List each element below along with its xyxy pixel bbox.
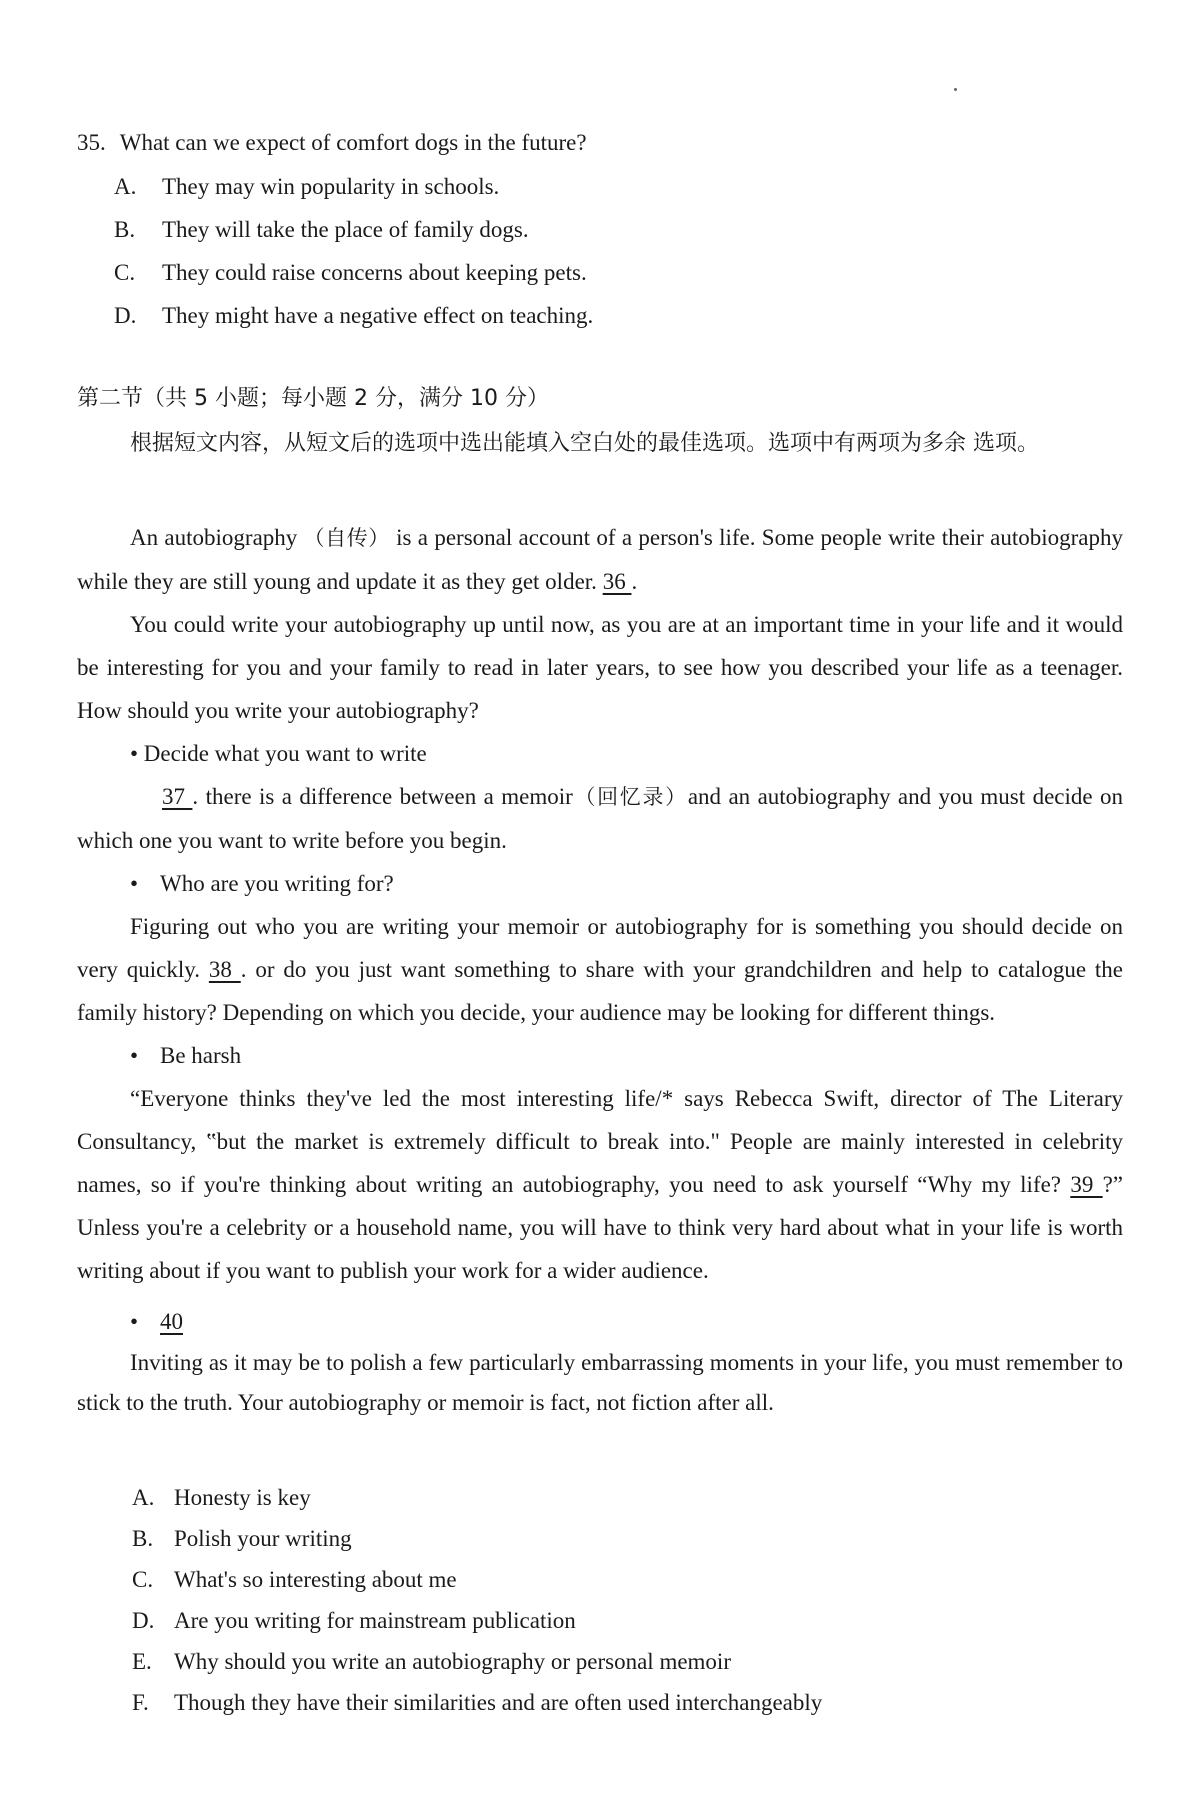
choice-text: Honesty is key — [174, 1485, 311, 1510]
choice-letter: B. — [132, 1526, 154, 1551]
option-letter: B. — [114, 217, 136, 242]
text-run: is a personal account of a person's life. Some people write their autobiography while they are still young and update it as they get older. — [77, 525, 1124, 594]
choice-e — [132, 1647, 822, 1688]
choice-f — [132, 1688, 822, 1729]
reading-passage — [77, 516, 1123, 1423]
option-d — [114, 301, 593, 344]
option-text: They could raise concerns about keeping pets. — [162, 260, 587, 285]
bullet-text: Who are you writing for? — [160, 871, 394, 896]
question-number: 35. — [77, 130, 106, 155]
bullet-icon: • — [130, 871, 139, 896]
bullet-text: Be harsh — [160, 1043, 242, 1068]
choice-letter: D. — [132, 1608, 155, 1633]
blank-38: 38 — [208, 957, 241, 982]
bullet-heading-2 — [77, 862, 1123, 905]
choice-text: Polish your writing — [174, 1526, 352, 1551]
text-run: and an autobiography and you must decide on which one you want to write before you begin. — [77, 784, 1123, 853]
choice-letter: F. — [132, 1690, 149, 1715]
choice-text: What's so interesting about me — [174, 1567, 457, 1592]
choice-letter: C. — [132, 1567, 154, 1592]
option-text: They might have a negative effect on teaching. — [162, 303, 594, 328]
section-instruction: 根据短文内容，从短文后的选项中选出能填入空白处的最佳选项。选项中有两项为多余 选项。 — [130, 431, 1039, 456]
paragraph-5 — [77, 1077, 1123, 1292]
blank-36: 36 — [602, 569, 632, 594]
blank-39: 39 — [1070, 1172, 1103, 1197]
section-title: 第二节（共 5 小题；每小题 2 分，满分 10 分） — [77, 386, 549, 411]
choice-text: Are you writing for mainstream publication — [174, 1608, 576, 1633]
choice-b — [132, 1524, 822, 1565]
option-b — [114, 215, 593, 258]
option-letter: A. — [114, 174, 137, 199]
choice-text: Though they have their similarities and are often used interchangeably — [174, 1690, 823, 1715]
choice-text: Why should you write an autobiography or personal memoir — [174, 1649, 731, 1674]
paragraph-1 — [77, 516, 1123, 603]
blank-40: 40 — [160, 1309, 183, 1334]
option-text: They may win popularity in schools. — [162, 174, 500, 199]
option-letter: D. — [114, 303, 137, 328]
chinese-gloss: （回忆录） — [572, 785, 688, 809]
text-run: . — [631, 569, 638, 594]
text-run: Figuring out who you are writing your memoir or autobiography for is something you should decide on very quickly. — [77, 914, 1123, 982]
text-run: . or do you just want something to share with your grandchildren and help to catalogue the family history? Depending on which you decide, your audience may be looking for different things. — [77, 957, 1124, 1025]
choice-letter: A. — [132, 1485, 155, 1510]
choice-letter: E. — [132, 1649, 152, 1674]
text-run: “Everyone thinks they've led the most interesting life/* says Rebecca Swift, director of The Literary Consultancy, ‟but the market is extremely difficult to break into." People are mainly interested in celebrity names, so if you're thinking about writing an autobiography, you need to ask yourself “Why my life? — [77, 1086, 1123, 1197]
option-text: They will take the place of family dogs. — [162, 217, 529, 242]
option-letter: C. — [114, 260, 136, 285]
text-run: . there is a difference between a memoir — [192, 784, 573, 809]
bullet-heading-4 — [77, 1300, 1123, 1343]
question-35-stem — [77, 128, 587, 158]
bullet-heading-1: • Decide what you want to write — [130, 741, 427, 766]
choice-c — [132, 1565, 822, 1606]
text-run: ?” Unless you're a celebrity or a household name, you will have to think very hard about what in your life is worth writing about if you want to publish your work for a wider audience. — [77, 1172, 1124, 1283]
speck-mark — [954, 88, 957, 91]
choice-d — [132, 1606, 822, 1647]
question-35-options — [114, 172, 593, 344]
blank-37: 37 — [162, 784, 193, 809]
paragraph-3 — [77, 775, 1123, 862]
question-text: What can we expect of comfort dogs in the future? — [119, 130, 587, 155]
bullet-heading-3 — [77, 1034, 1123, 1077]
option-c — [114, 258, 593, 301]
paragraph-2: You could write your autobiography up until now, as you are at an important time in your life and it would be interesting for you and your family to read in later years, to see how you described your life as a teenager. How should you write your autobiography? — [77, 612, 1123, 723]
bullet-icon: • — [130, 1309, 139, 1334]
answer-choices — [132, 1483, 822, 1729]
option-a — [114, 172, 593, 215]
text-run: An autobiography — [130, 525, 304, 550]
paragraph-6: Inviting as it may be to polish a few particularly embarrassing moments in your life, you must remember to stick to the truth. Your autobiography or memoir is fact, not fiction after all. — [77, 1350, 1123, 1415]
bullet-icon: • — [130, 1043, 139, 1068]
choice-a — [132, 1483, 822, 1524]
spacer — [77, 1292, 1123, 1300]
paragraph-4 — [77, 905, 1123, 1034]
chinese-gloss: （自传） — [303, 526, 390, 550]
